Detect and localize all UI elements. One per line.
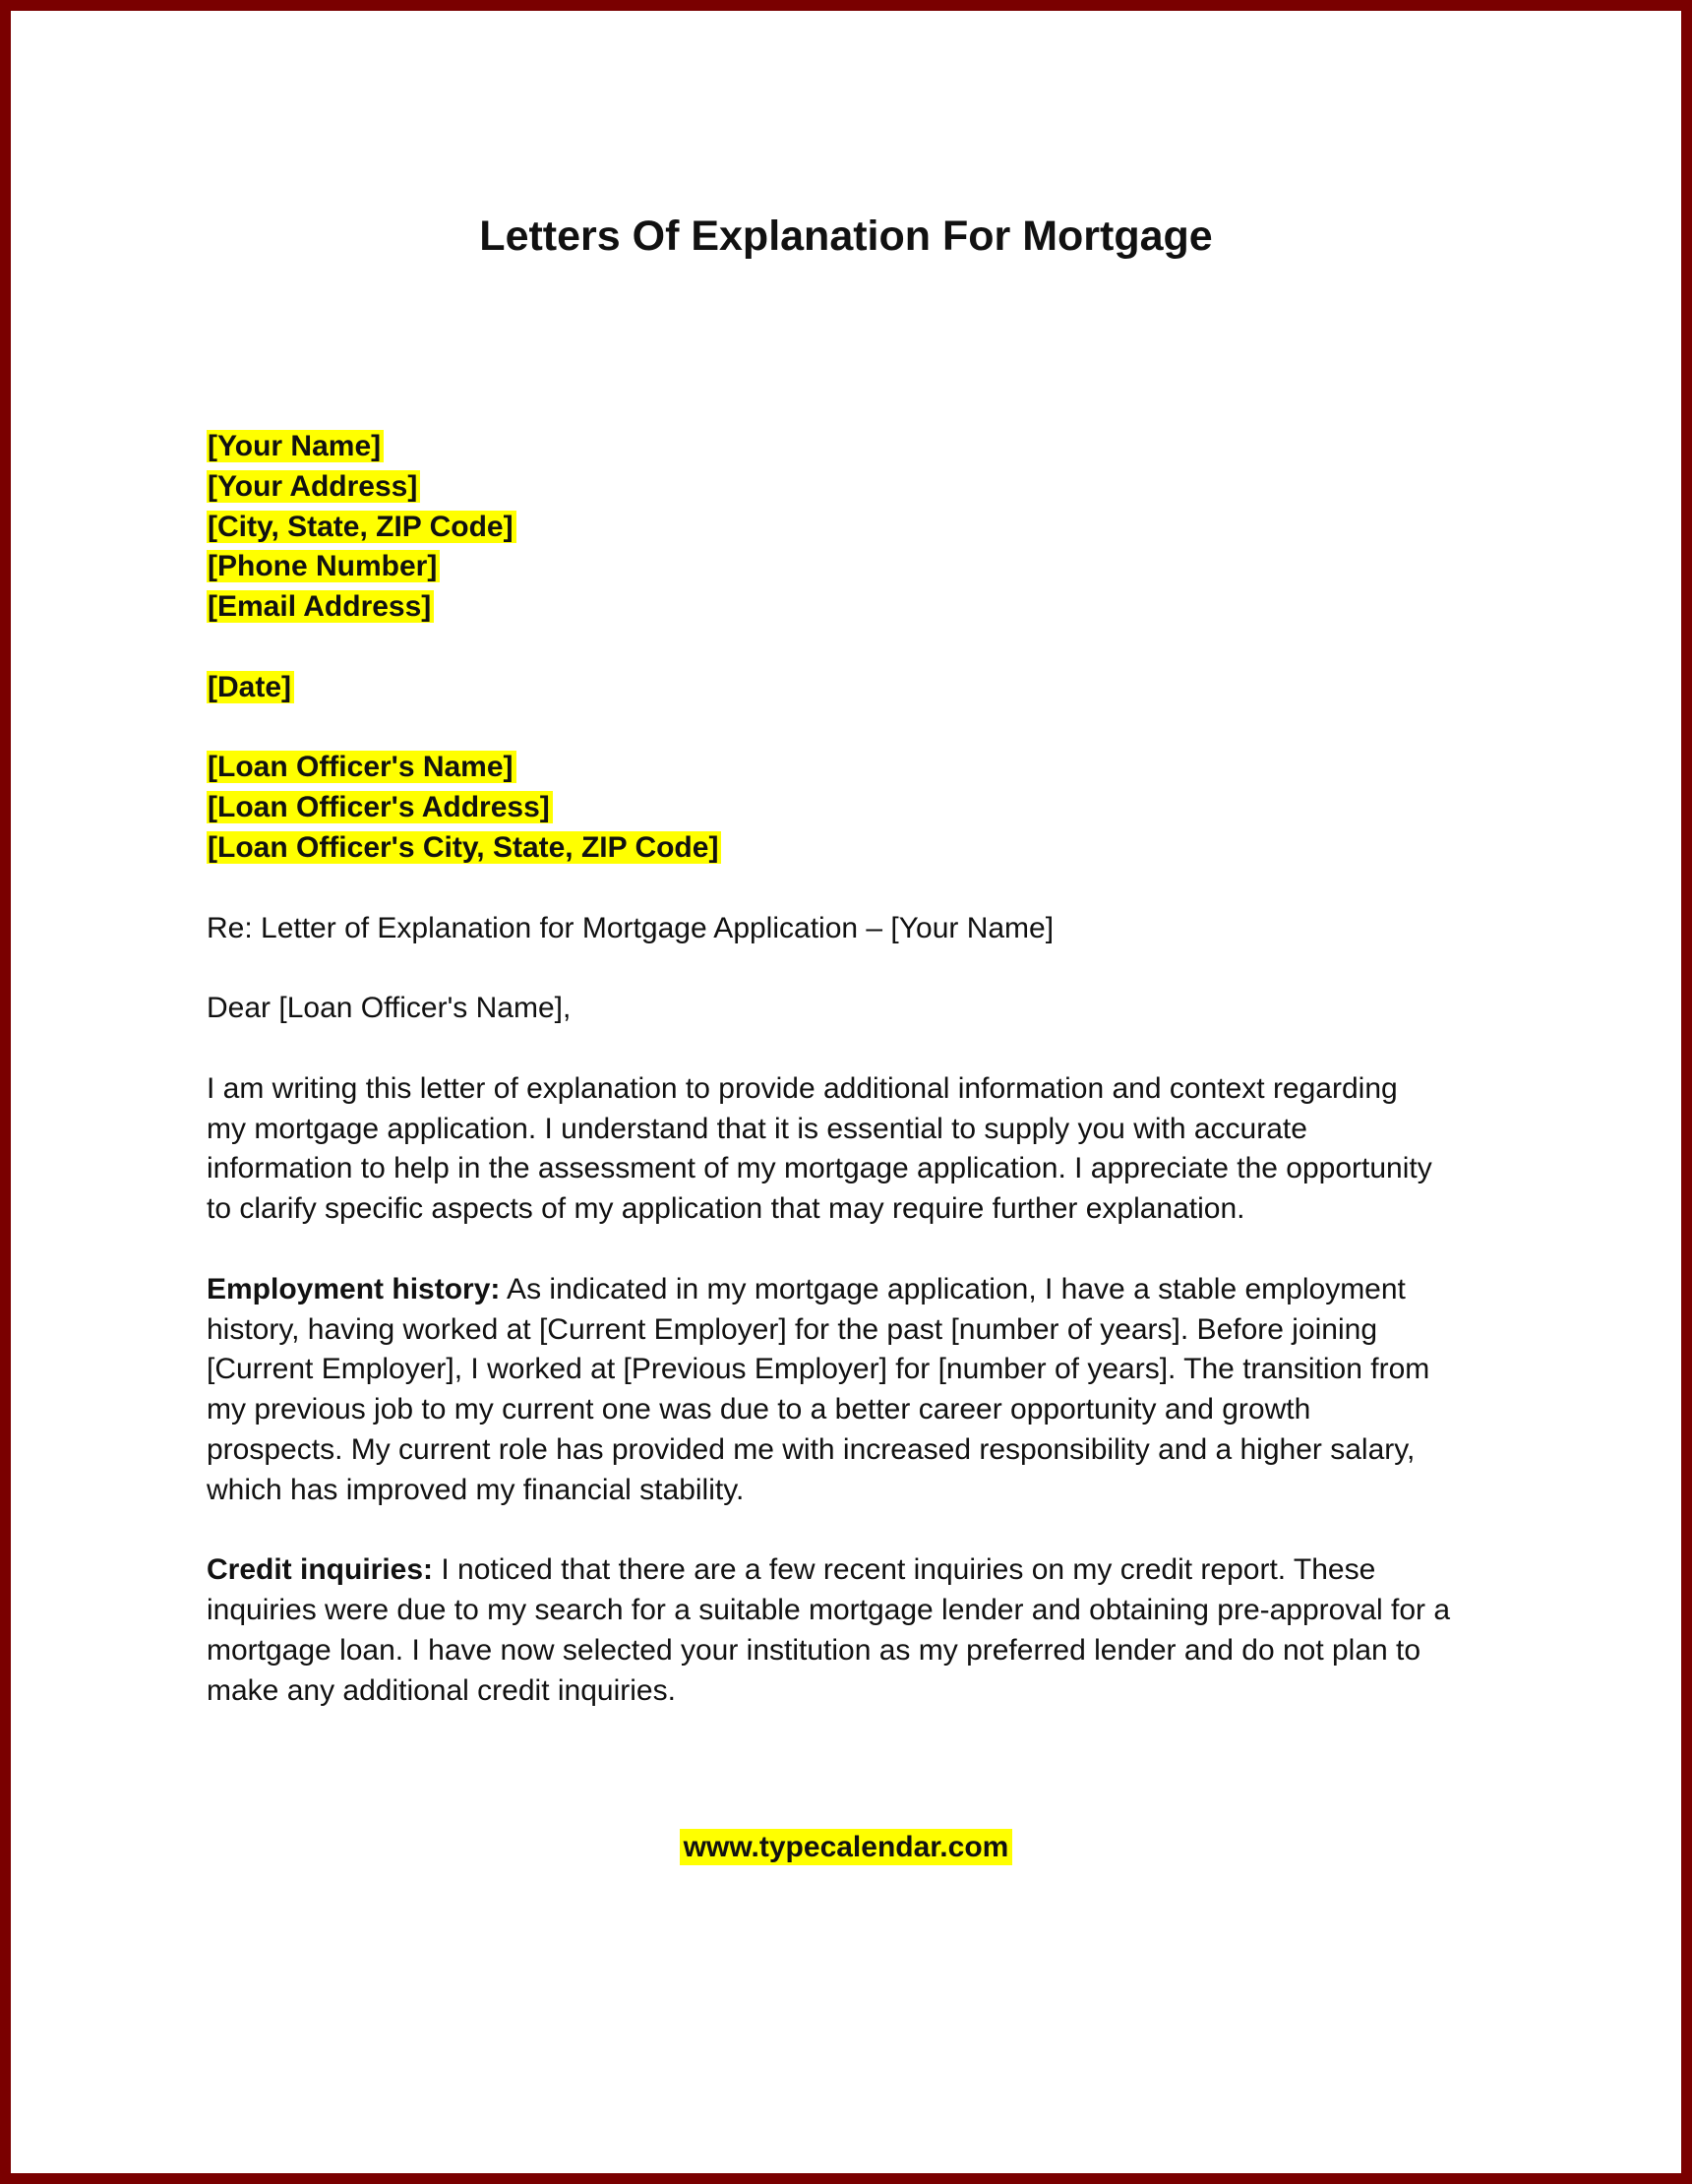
- paragraph-line: history, having worked at [Current Employer] for the past [number of years]. Before joining: [207, 1312, 1378, 1346]
- sender-email: [Email Address]: [207, 590, 434, 623]
- sender-block: [207, 427, 1485, 628]
- employment-text: As indicated in my mortgage application, I have a stable employment: [500, 1272, 1406, 1305]
- paragraph-line: my mortgage application. I understand that it is essential to supply you with accurate: [207, 1112, 1307, 1145]
- paragraph-line: which has improved my financial stability.: [207, 1473, 745, 1506]
- credit-text: I noticed that there are a few recent inquiries on my credit report. These: [433, 1553, 1376, 1587]
- letter-body: [207, 427, 1485, 1751]
- paragraph-line: I am writing this letter of explanation to provide additional information and context regarding: [207, 1071, 1398, 1105]
- document-title: Letters Of Explanation For Mortgage: [479, 212, 1213, 260]
- sender-name: [Your Name]: [207, 430, 384, 462]
- recipient-name: [Loan Officer's Name]: [207, 751, 516, 783]
- recipient-line: [207, 828, 1485, 869]
- sender-line: [207, 427, 1485, 467]
- date-line: [207, 668, 1485, 708]
- paragraph-line: my previous job to my current one was due to a better career opportunity and growth: [207, 1393, 1311, 1426]
- intro-paragraph: [207, 1069, 1485, 1230]
- recipient-line: [207, 788, 1485, 828]
- paragraph-line: inquiries were due to my search for a suitable mortgage lender and obtaining pre-approval for a: [207, 1594, 1451, 1627]
- footer: [0, 1826, 1692, 1869]
- paragraph-line: [Current Employer], I worked at [Previous Employer] for [number of years]. The transition from: [207, 1353, 1430, 1386]
- employment-paragraph: [207, 1270, 1485, 1511]
- salutation: Dear [Loan Officer's Name],: [207, 992, 572, 1025]
- footer-url-link[interactable]: www.typecalendar.com: [680, 1829, 1013, 1865]
- subject-line: Re: Letter of Explanation for Mortgage Application – [Your Name]: [207, 911, 1055, 944]
- paragraph-line: [207, 1550, 1485, 1591]
- recipient-city-state-zip: [Loan Officer's City, State, ZIP Code]: [207, 831, 721, 864]
- paragraph-line: [207, 1270, 1485, 1310]
- letter-date: [Date]: [207, 671, 294, 703]
- subject-block: [207, 909, 1485, 949]
- sender-line: [207, 467, 1485, 508]
- sender-line: [207, 508, 1485, 548]
- paragraph-line: prospects. My current role has provided me with increased responsibility and a higher salary,: [207, 1432, 1416, 1466]
- date-block: [207, 668, 1485, 708]
- sender-phone: [Phone Number]: [207, 550, 440, 582]
- employment-label: Employment history:: [207, 1272, 501, 1305]
- recipient-address: [Loan Officer's Address]: [207, 791, 553, 823]
- sender-line: [207, 587, 1485, 628]
- sender-address: [Your Address]: [207, 470, 420, 503]
- salutation-block: [207, 989, 1485, 1029]
- sender-city-state-zip: [City, State, ZIP Code]: [207, 511, 516, 543]
- recipient-line: [207, 748, 1485, 788]
- credit-paragraph: [207, 1550, 1485, 1711]
- credit-label: Credit inquiries:: [207, 1553, 434, 1587]
- paragraph-line: mortgage loan. I have now selected your institution as my preferred lender and do not plan to: [207, 1633, 1421, 1667]
- sender-line: [207, 547, 1485, 587]
- paragraph-line: to clarify specific aspects of my application that may require further explanation.: [207, 1192, 1245, 1226]
- recipient-block: [207, 748, 1485, 868]
- paragraph-line: make any additional credit inquiries.: [207, 1673, 676, 1707]
- paragraph-line: information to help in the assessment of my mortgage application. I appreciate the opportunity: [207, 1152, 1432, 1185]
